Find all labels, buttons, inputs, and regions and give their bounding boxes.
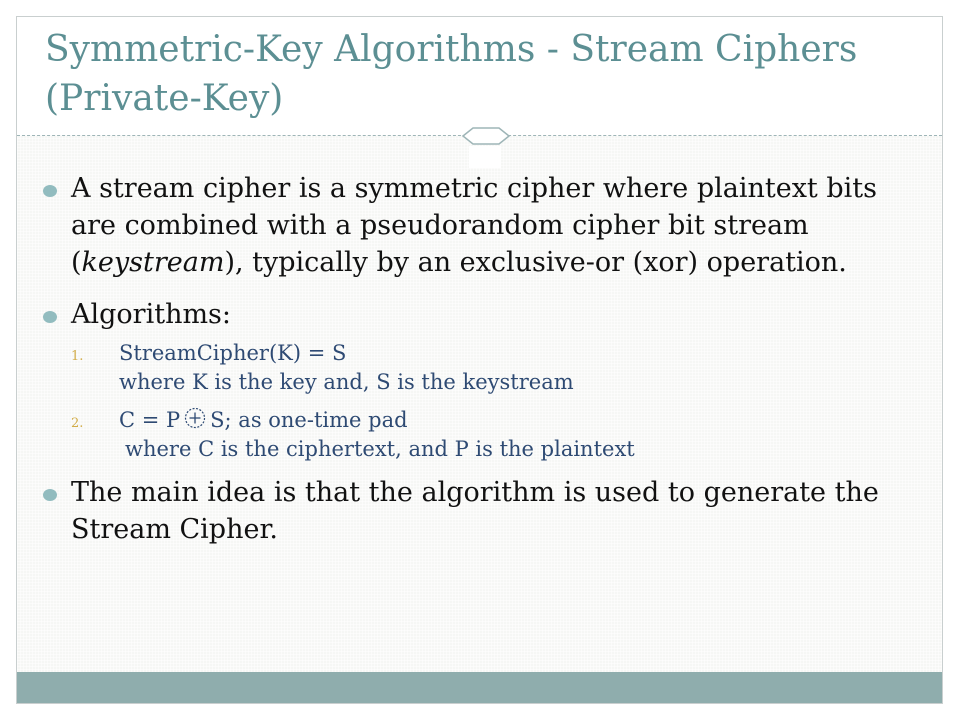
slide-frame: [16, 16, 943, 704]
formula-left: C = P: [119, 408, 181, 432]
circled-plus-xor-icon: [184, 407, 206, 429]
algorithm-item-2: [71, 406, 919, 464]
list-number: 1.: [71, 349, 84, 364]
algorithm-description: where C is the ciphertext, and P is the plaintext: [125, 437, 635, 461]
slide-title: Symmetric-Key Algorithms - Stream Ciphers (Private-Key): [45, 29, 858, 119]
bullet-stream-cipher-definition: [39, 170, 919, 281]
bullet-dot-icon: [43, 311, 57, 323]
algorithm-item-1: [71, 339, 919, 397]
bullet-text-part: ), typically by an exclusive-or (xor) operation.: [224, 247, 847, 278]
bullet-text: Algorithms:: [71, 299, 232, 330]
algorithm-formula: [119, 406, 919, 435]
bullet-algorithms: [39, 296, 919, 333]
bullet-main-idea: [39, 474, 919, 548]
algorithm-list: [39, 339, 919, 464]
bullet-dot-icon: [43, 489, 57, 501]
keystream-term: keystream: [81, 247, 225, 278]
footer-bar: [17, 672, 942, 704]
bullet-text: The main idea is that the algorithm is used to generate the Stream Cipher.: [71, 477, 879, 545]
formula-right: S; as one-time pad: [210, 408, 408, 432]
bullet-dot-icon: [43, 185, 57, 197]
algorithm-formula: StreamCipher(K) = S: [119, 341, 347, 365]
content-area: [39, 167, 919, 548]
algorithm-description: where K is the key and, S is the keystream: [119, 370, 574, 394]
title-area: [17, 17, 942, 135]
bullet-text-part: A stream cipher is a symmetric cipher where plaintext bits are combined with a pseudorandom cipher bit stream (: [71, 173, 877, 278]
list-number: 2.: [71, 416, 84, 431]
hexagon-divider-ornament-icon: [455, 124, 515, 172]
